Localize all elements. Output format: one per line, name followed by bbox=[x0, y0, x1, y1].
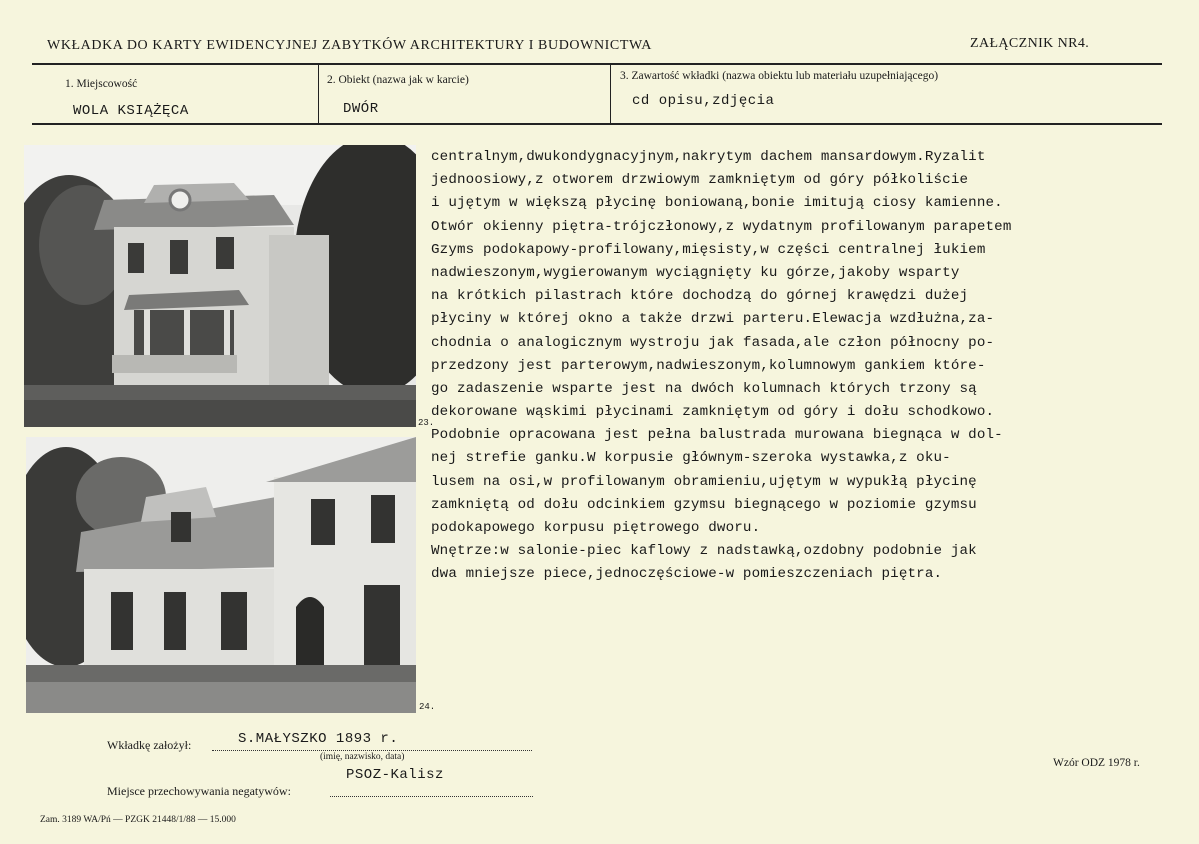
description-line: podokapowego korpusu piętrowego dworu. bbox=[431, 520, 761, 536]
description-line: dwa mniejsze piece,jednoczęściowe-w pomieszczeniach piętra. bbox=[431, 566, 943, 583]
description-line: nej strefie ganku.W korpusie głównym-szeroka wystawka,z oku- bbox=[431, 450, 951, 467]
description-line: płyciny w której okno a także drzwi parteru.Elewacja wzdłużna,za- bbox=[431, 311, 995, 328]
photo-number: 23. bbox=[418, 418, 435, 428]
field-label-contents: 3. Zawartość wkładki (nazwa obiektu lub materiału uzupełniającego) bbox=[620, 70, 939, 82]
field-value-contents: cd opisu,zdjęcia bbox=[632, 93, 775, 109]
photo-number: 24. bbox=[419, 702, 436, 712]
header-bottom-rule bbox=[32, 123, 1162, 125]
model-note: Wzór ODZ 1978 r. bbox=[1053, 757, 1140, 769]
description-line: zamkniętą od dołu odcinkiem gzymsu biegnącego w poziomie gzymsu bbox=[431, 496, 977, 513]
description-line: go zadaszenie wsparte jest na dwóch kolumnach których trzony są bbox=[431, 380, 977, 397]
storage-dotted-line bbox=[330, 795, 533, 797]
author-hint: (imię, nazwisko, data) bbox=[320, 752, 405, 762]
description-line: jednoosiowy,z otworem drzwiowym zamkniętym od góry półkoliście bbox=[431, 172, 969, 189]
field-divider bbox=[318, 65, 319, 123]
photo-manor-front bbox=[24, 145, 416, 427]
description-text bbox=[431, 146, 1161, 587]
description-line: Wnętrze:w salonie-piec kaflowy z nadstawką,ozdobny podobnie jak bbox=[431, 543, 977, 560]
storage-label: Miejsce przechowywania negatywów: bbox=[107, 784, 291, 798]
description-line: dekorowane wąskimi płycinami zamkniętym od góry i dołu schodkowo. bbox=[431, 404, 995, 421]
description-line: nadwieszonym,wygierowanym wyciągnięty ku górze,jakoby wsparty bbox=[431, 264, 960, 281]
description-line: lusem na osi,w profilowanym obramieniu,ujętym w wypukłą płycinę bbox=[431, 473, 977, 490]
description-line: na krótkich pilastrach które dochodzą do górnej krawędzi dużej bbox=[431, 288, 969, 305]
author-dotted-line bbox=[212, 749, 532, 751]
description-line: centralnym,dwukondygnacyjnym,nakrytym dachem mansardowym.Ryzalit bbox=[431, 149, 986, 165]
description-line: i ujętym w większą płycinę boniowaną,bonie imitują ciosy kamienne. bbox=[431, 195, 1003, 212]
description-line: przedzony jest parterowym,nadwieszonym,kolumnowym gankiem które- bbox=[431, 357, 986, 374]
field-value-locality: WOLA KSIĄŻĘCA bbox=[73, 103, 189, 119]
description-line: Otwór okienny piętra-trójczłonowy,z wydatnym profilowanym parapetem bbox=[431, 218, 1012, 235]
card-title: WKŁADKA DO KARTY EWIDENCYJNEJ ZABYTKÓW ARCHITEKTURY I BUDOWNICTWA bbox=[47, 38, 652, 53]
author-label: Wkładkę założył: bbox=[107, 738, 192, 752]
field-label-object: 2. Obiekt (nazwa jak w karcie) bbox=[327, 74, 469, 86]
field-divider bbox=[610, 65, 611, 123]
field-label-locality: 1. Miejscowość bbox=[65, 78, 138, 90]
field-value-object: DWÓR bbox=[343, 101, 379, 117]
print-info: Zam. 3189 WA/Pń — PZGK 21448/1/88 — 15.000 bbox=[40, 815, 236, 825]
author-value: S.MAŁYSZKO 1893 r. bbox=[238, 731, 399, 747]
description-line: Gzyms podokapowy-profilowany,mięsisty,w części centralnej łukiem bbox=[431, 241, 986, 258]
description-line: Podobnie opracowana jest pełna balustrada murowana biegnąca w dol- bbox=[431, 427, 1003, 444]
description-line: chodnia o analogicznym wystroju jak fasada,ale człon północny po- bbox=[431, 334, 995, 351]
photo-manor-side bbox=[26, 437, 416, 713]
header-top-rule bbox=[32, 63, 1162, 65]
storage-value: PSOZ-Kalisz bbox=[346, 767, 444, 783]
annex-number: ZAŁĄCZNIK NR4. bbox=[970, 36, 1090, 51]
